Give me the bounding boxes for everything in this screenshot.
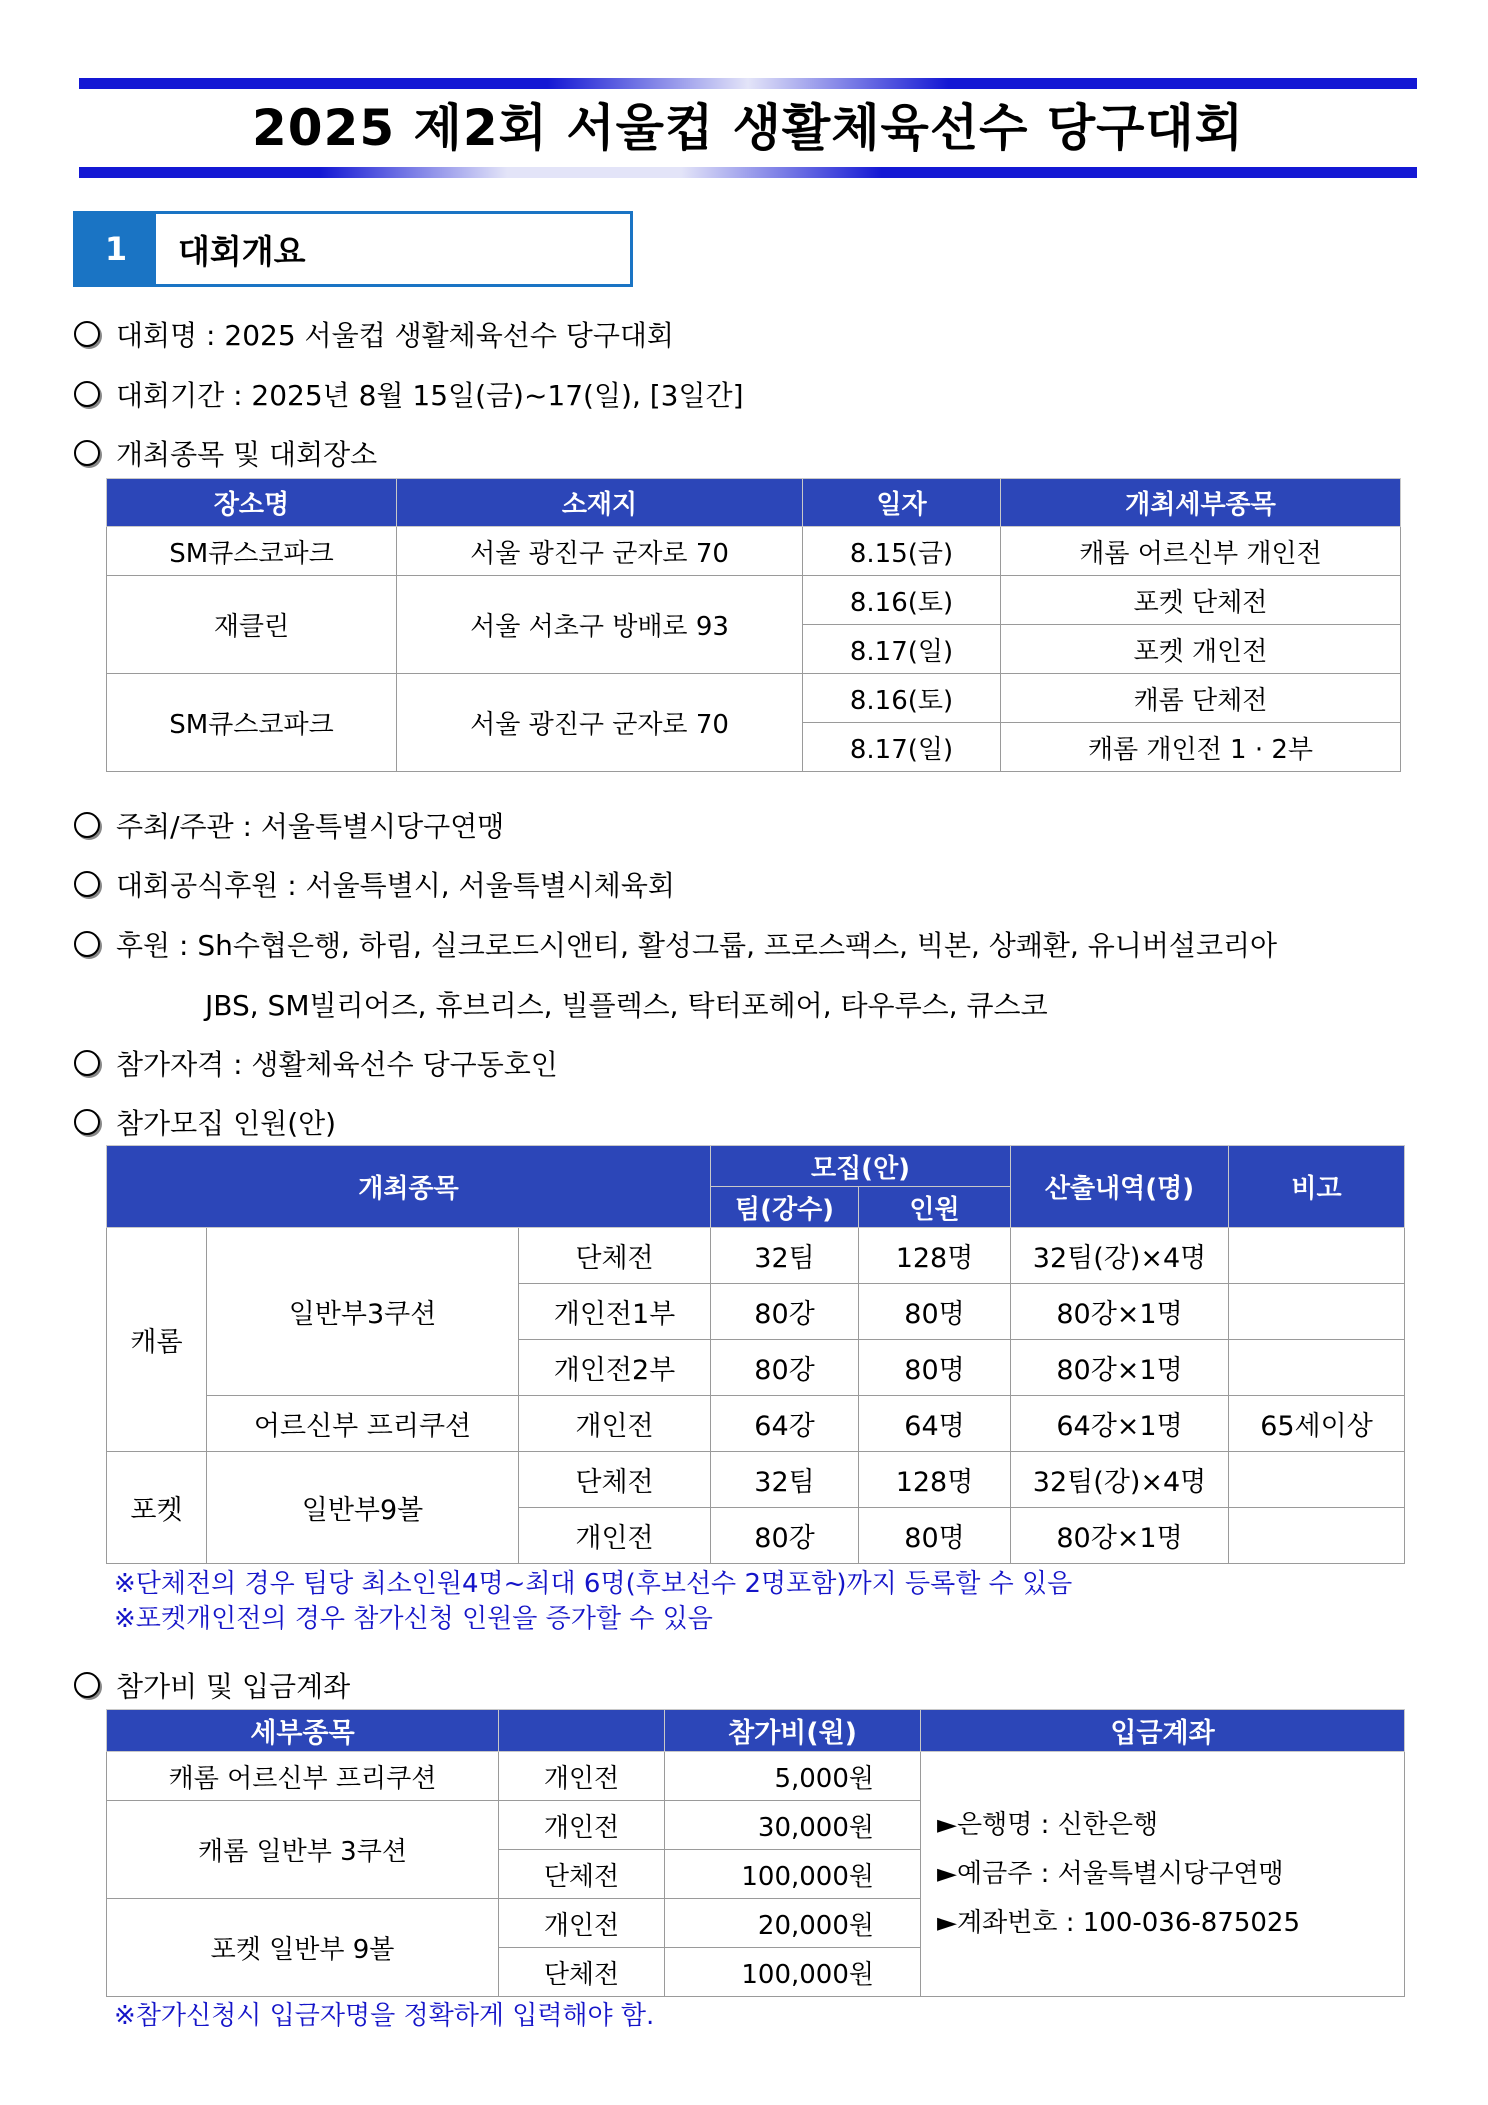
header-account: 입금계좌 bbox=[921, 1710, 1405, 1752]
recruit-table bbox=[106, 1145, 1405, 1564]
type-cell: 개인전2부 bbox=[519, 1340, 711, 1396]
item-name-text: 대회명 : 2025 서울컵 생활체육선수 당구대회 bbox=[116, 319, 674, 352]
division-pocket-general: 일반부9볼 bbox=[207, 1452, 519, 1564]
header-fee: 참가비(원) bbox=[665, 1710, 921, 1752]
fee-type-cell: 단체전 bbox=[499, 1850, 665, 1899]
title-banner bbox=[79, 78, 1417, 178]
fee-type-cell: 개인전 bbox=[499, 1899, 665, 1948]
title-bar-top bbox=[79, 78, 1417, 89]
division-carom-senior: 어르신부 프리쿠션 bbox=[207, 1396, 519, 1452]
fee-group-cell: 포켓 일반부 9볼 bbox=[107, 1899, 499, 1997]
venue-cell: SM큐스코파크 bbox=[107, 527, 397, 576]
header-teams: 팀(강수) bbox=[711, 1187, 859, 1228]
note-cell bbox=[1229, 1228, 1405, 1284]
title-bar-bottom bbox=[79, 167, 1417, 178]
people-cell: 80명 bbox=[859, 1284, 1011, 1340]
item-sponsor-text: 후원 : Sh수협은행, 하림, 실크로드시앤티, 활성그룹, 프로스팩스, 빅본, 상쾌환, 유니버설코리아 bbox=[116, 929, 1278, 962]
item-host-text: 주최/주관 : 서울특별시당구연맹 bbox=[116, 810, 505, 843]
header-detail: 세부종목 bbox=[107, 1710, 499, 1752]
type-cell: 개인전 bbox=[519, 1396, 711, 1452]
teams-cell: 64강 bbox=[711, 1396, 859, 1452]
recruit-note-1: ※단체전의 경우 팀당 최소인원4명~최대 6명(후보선수 2명포함)까지 등록할 수 있음 bbox=[114, 1569, 1073, 1599]
fee-type-cell: 개인전 bbox=[499, 1752, 665, 1801]
fee-amount-cell: 100,000원 bbox=[665, 1948, 921, 1997]
item-official-sponsor bbox=[74, 864, 675, 904]
fee-group-cell: 캐롬 일반부 3쿠션 bbox=[107, 1801, 499, 1899]
event-cell: 캐롬 개인전 1 · 2부 bbox=[1001, 723, 1401, 772]
fee-amount-cell: 5,000원 bbox=[665, 1752, 921, 1801]
teams-cell: 32팀 bbox=[711, 1228, 859, 1284]
table-row bbox=[107, 1752, 1405, 1801]
page-title: 2025 제2회 서울컵 생활체육선수 당구대회 bbox=[251, 99, 1245, 157]
date-cell: 8.17(일) bbox=[803, 625, 1001, 674]
item-events bbox=[74, 433, 377, 473]
note-cell bbox=[1229, 1340, 1405, 1396]
item-period bbox=[74, 374, 744, 414]
fee-group-cell: 캐롬 어르신부 프리쿠션 bbox=[107, 1752, 499, 1801]
item-eligibility bbox=[74, 1043, 558, 1083]
table-row bbox=[107, 674, 1401, 723]
event-cell: 포켓 개인전 bbox=[1001, 625, 1401, 674]
header-blank bbox=[499, 1710, 665, 1752]
fee-table bbox=[106, 1709, 1405, 1997]
calc-cell: 64강×1명 bbox=[1011, 1396, 1229, 1452]
item-period-text: 대회기간 : 2025년 8월 15일(금)~17(일), [3일간] bbox=[116, 379, 744, 412]
people-cell: 80명 bbox=[859, 1340, 1011, 1396]
date-cell: 8.17(일) bbox=[803, 723, 1001, 772]
address-cell: 서울 광진구 군자로 70 bbox=[397, 527, 803, 576]
people-cell: 80명 bbox=[859, 1508, 1011, 1564]
type-cell: 단체전 bbox=[519, 1452, 711, 1508]
fee-amount-cell: 20,000원 bbox=[665, 1899, 921, 1948]
note-cell: 65세이상 bbox=[1229, 1396, 1405, 1452]
item-events-text: 개최종목 및 대회장소 bbox=[116, 438, 378, 471]
calc-cell: 80강×1명 bbox=[1011, 1340, 1229, 1396]
item-fee-text: 참가비 및 입금계좌 bbox=[116, 1670, 351, 1703]
account-number: ►계좌번호 : 100-036-875025 bbox=[937, 1907, 1301, 1938]
header-calc: 산출내역(명) bbox=[1011, 1146, 1229, 1228]
header-people: 인원 bbox=[859, 1187, 1011, 1228]
type-cell: 개인전1부 bbox=[519, 1284, 711, 1340]
event-cell: 포켓 단체전 bbox=[1001, 576, 1401, 625]
calc-cell: 80강×1명 bbox=[1011, 1508, 1229, 1564]
note-cell bbox=[1229, 1508, 1405, 1564]
type-cell: 개인전 bbox=[519, 1508, 711, 1564]
venue-table-header bbox=[107, 479, 1401, 527]
recruit-note-2: ※포켓개인전의 경우 참가신청 인원을 증가할 수 있음 bbox=[114, 1604, 713, 1634]
fee-table-header bbox=[107, 1710, 1405, 1752]
teams-cell: 80강 bbox=[711, 1340, 859, 1396]
circle-bullet-icon bbox=[74, 1672, 100, 1698]
table-row bbox=[107, 1452, 1405, 1508]
item-recruit bbox=[74, 1102, 336, 1142]
teams-cell: 80강 bbox=[711, 1508, 859, 1564]
teams-cell: 80강 bbox=[711, 1284, 859, 1340]
event-cell: 캐롬 어르신부 개인전 bbox=[1001, 527, 1401, 576]
note-cell bbox=[1229, 1284, 1405, 1340]
account-info bbox=[921, 1752, 1405, 1997]
calc-cell: 80강×1명 bbox=[1011, 1284, 1229, 1340]
circle-bullet-icon bbox=[74, 931, 100, 957]
table-row bbox=[107, 1396, 1405, 1452]
item-eligibility-text: 참가자격 : 생활체육선수 당구동호인 bbox=[116, 1048, 558, 1081]
venue-table bbox=[106, 478, 1401, 772]
circle-bullet-icon bbox=[74, 1109, 100, 1135]
circle-bullet-icon bbox=[74, 381, 100, 407]
header-note: 비고 bbox=[1229, 1146, 1405, 1228]
category-carom: 캐롬 bbox=[107, 1228, 207, 1452]
section-number: 1 bbox=[76, 214, 156, 284]
item-fee bbox=[74, 1665, 350, 1705]
circle-bullet-icon bbox=[74, 812, 100, 838]
item-host bbox=[74, 805, 504, 845]
division-carom-general: 일반부3쿠션 bbox=[207, 1228, 519, 1396]
fee-type-cell: 개인전 bbox=[499, 1801, 665, 1850]
people-cell: 64명 bbox=[859, 1396, 1011, 1452]
circle-bullet-icon bbox=[74, 440, 100, 466]
header-event: 개최세부종목 bbox=[1001, 479, 1401, 527]
item-sponsor-line2: JBS, SM빌리어즈, 휴브리스, 빌플렉스, 탁터포헤어, 타우루스, 큐스코 bbox=[205, 989, 1048, 1022]
address-cell: 서울 서초구 방배로 93 bbox=[397, 576, 803, 674]
item-official-sponsor-text: 대회공식후원 : 서울특별시, 서울특별시체육회 bbox=[116, 869, 675, 902]
calc-cell: 32팀(강)×4명 bbox=[1011, 1228, 1229, 1284]
category-pocket: 포켓 bbox=[107, 1452, 207, 1564]
header-address: 소재지 bbox=[397, 479, 803, 527]
circle-bullet-icon bbox=[74, 321, 100, 347]
circle-bullet-icon bbox=[74, 1050, 100, 1076]
table-row bbox=[107, 1228, 1405, 1284]
table-row bbox=[107, 576, 1401, 625]
fee-amount-cell: 30,000원 bbox=[665, 1801, 921, 1850]
account-bank: ►은행명 : 신한은행 bbox=[937, 1809, 1159, 1840]
item-name bbox=[74, 314, 674, 354]
teams-cell: 32팀 bbox=[711, 1452, 859, 1508]
venue-cell: 재클린 bbox=[107, 576, 397, 674]
circle-bullet-icon bbox=[74, 871, 100, 897]
address-cell: 서울 광진구 군자로 70 bbox=[397, 674, 803, 772]
table-row bbox=[107, 527, 1401, 576]
fee-note: ※참가신청시 입금자명을 정확하게 입력해야 함. bbox=[114, 2001, 655, 2031]
recruit-table-header bbox=[107, 1146, 1405, 1187]
header-event: 개최종목 bbox=[107, 1146, 711, 1228]
item-sponsor bbox=[74, 924, 1277, 964]
type-cell: 단체전 bbox=[519, 1228, 711, 1284]
header-recruit: 모집(안) bbox=[711, 1146, 1011, 1187]
section-header bbox=[73, 211, 633, 287]
header-venue: 장소명 bbox=[107, 479, 397, 527]
people-cell: 128명 bbox=[859, 1452, 1011, 1508]
people-cell: 128명 bbox=[859, 1228, 1011, 1284]
date-cell: 8.15(금) bbox=[803, 527, 1001, 576]
item-recruit-text: 참가모집 인원(안) bbox=[116, 1107, 337, 1140]
event-cell: 캐롬 단체전 bbox=[1001, 674, 1401, 723]
fee-amount-cell: 100,000원 bbox=[665, 1850, 921, 1899]
calc-cell: 32팀(강)×4명 bbox=[1011, 1452, 1229, 1508]
account-holder: ►예금주 : 서울특별시당구연맹 bbox=[937, 1858, 1284, 1889]
venue-cell: SM큐스코파크 bbox=[107, 674, 397, 772]
date-cell: 8.16(토) bbox=[803, 674, 1001, 723]
section-label: 대회개요 bbox=[178, 231, 306, 271]
fee-type-cell: 단체전 bbox=[499, 1948, 665, 1997]
date-cell: 8.16(토) bbox=[803, 576, 1001, 625]
note-cell bbox=[1229, 1452, 1405, 1508]
header-date: 일자 bbox=[803, 479, 1001, 527]
